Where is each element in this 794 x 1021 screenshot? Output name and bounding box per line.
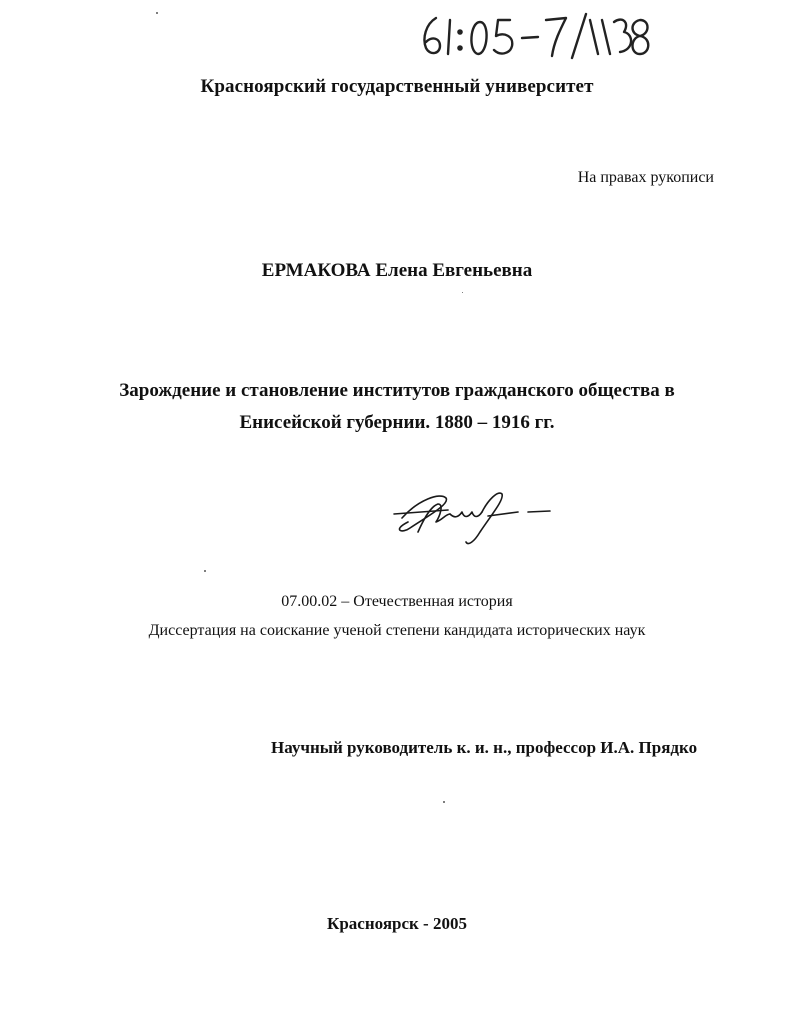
scan-speck (204, 570, 206, 572)
dissertation-type: Диссертация на соискание ученой степени кандидата исторических наук (148, 622, 646, 639)
rights-note: На правах рукописи (577, 169, 714, 186)
city-and-year: Красноярск - 2005 (327, 914, 467, 933)
specialty-code: 07.00.02 – Отечественная история (281, 593, 513, 610)
scan-speck (156, 12, 158, 14)
dissertation-title-line-1: Зарождение и становление институтов гражданского общества в (119, 380, 675, 401)
signature-icon (388, 470, 568, 560)
dissertation-title-line-2: Енисейской губернии. 1880 – 1916 гг. (239, 412, 555, 433)
scan-speck (443, 801, 445, 803)
scan-speck (462, 292, 463, 293)
author-name: ЕРМАКОВА Елена Евгеньевна (261, 260, 533, 281)
scientific-supervisor: Научный руководитель к. и. н., профессор И.А. Прядко (271, 738, 698, 757)
archive-code-handwritten (414, 8, 654, 64)
university-name: Красноярский государственный университет (200, 76, 594, 97)
